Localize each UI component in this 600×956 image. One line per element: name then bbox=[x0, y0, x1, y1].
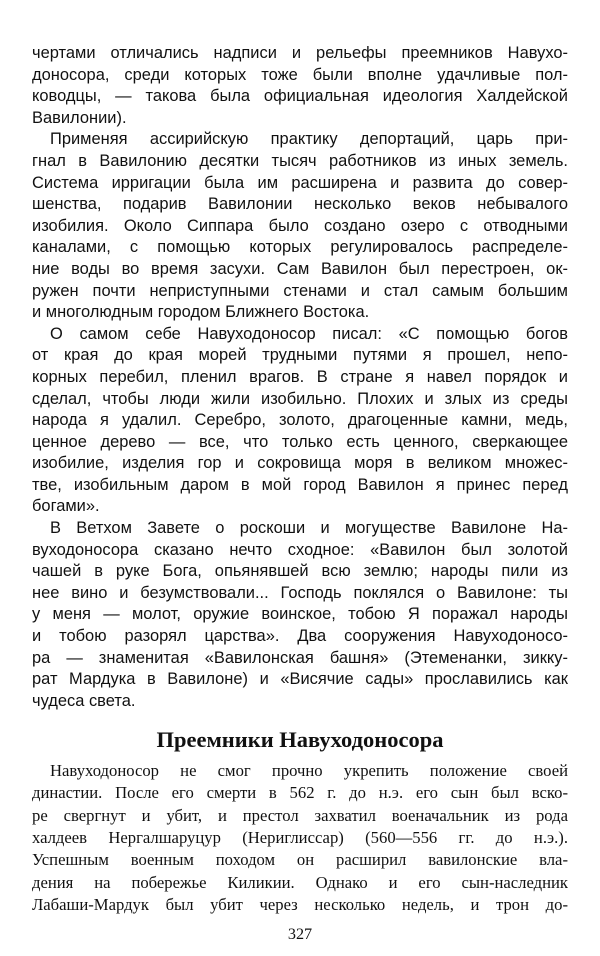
text-line: Применяя ассирийскую практику депортаций, царь при- bbox=[50, 130, 568, 149]
text-line: халдеев Нергалшаруцур (Нериглиссар) (560—556 гг. до н.э.). bbox=[32, 828, 568, 848]
text-line: тве, изобильным даром в мой город Вавилон я принес перед bbox=[32, 475, 568, 494]
text-line: династии. После его смерти в 562 г. до н.э. его сын был вско- bbox=[32, 783, 568, 803]
text-line: ре свергнут и убит, и престол захватил военачальник из рода bbox=[32, 805, 568, 825]
text-line: богами». bbox=[32, 497, 100, 516]
text-line: корных перебил, пленил врагов. В стране я навел порядок и bbox=[32, 367, 568, 386]
text-line: народа я удалил. Серебро, золото, драгоценные камни, медь, bbox=[32, 411, 568, 430]
text-line: изобилие, изделия гор и сокровища моря в великом множес- bbox=[32, 454, 568, 473]
text-line: у меня — молот, оружие воинское, тобою Я поражал народы bbox=[32, 605, 568, 624]
text-line: ние воды во время засухи. Сам Вавилон был перестроен, ок- bbox=[32, 259, 568, 278]
text-line: сделал, чтобы люди жили изобильно. Плохих и злых из среды bbox=[32, 389, 568, 408]
text-line: каналами, с помощью которых регулировалось распределе- bbox=[32, 238, 568, 257]
text-line: О самом себе Навуходоносор писал: «С помощью богов bbox=[50, 324, 568, 343]
text-line: ра — знаменитая «Вавилонская башня» (Этеменанки, зикку- bbox=[32, 648, 568, 667]
section-title: Преемники Навуходоносора bbox=[156, 726, 444, 752]
text-line: рат Мардука в Вавилоне) и «Висячие сады» прославились как bbox=[32, 670, 568, 689]
text-line: В Ветхом Завете о роскоши и могуществе Вавилоне На- bbox=[50, 519, 568, 538]
text-line: ководцы, — такова была официальная идеология Халдейской bbox=[32, 87, 568, 106]
text-line: ценное дерево — все, что только есть ценного, сверкающее bbox=[32, 432, 568, 451]
text-line: Лабаши-Мардук был убит через несколько недель, и трон до- bbox=[32, 895, 568, 915]
text-line: от края до края морей трудными путями я прошел, непо- bbox=[32, 346, 568, 365]
page-number: 327 bbox=[287, 925, 313, 944]
text-line: Система ирригации была им расширена и развита до совер- bbox=[32, 173, 568, 192]
text-line: изобилия. Около Сиппара было создано озеро с отводными bbox=[32, 216, 568, 235]
text-line: вуходоносора сказано нечто сходное: «Вавилон был золотой bbox=[32, 540, 568, 559]
text-line: ружен почти неприступными стенами и стал самым большим bbox=[32, 281, 568, 300]
text-line: Навуходоносор не смог прочно укрепить положение своей bbox=[50, 760, 568, 780]
text-line: гнал в Вавилонию десятки тысяч работников из иных земель. bbox=[32, 151, 568, 170]
text-line: и тобою разорял царства». Два сооружения Навуходоносо- bbox=[32, 627, 568, 646]
text-line: доносора, среди которых тоже были вполне удачливые пол- bbox=[32, 65, 568, 84]
text-line: шенства, подарив Вавилонии несколько веков небывалого bbox=[32, 195, 568, 214]
text-line: чашей в руке Бога, опьянявшей всю землю; народы пили из bbox=[32, 562, 568, 581]
text-line: Успешным военным походом он расширил вавилонские вла- bbox=[32, 850, 568, 870]
text-line: нее вино и безумствовали... Господь поклялся о Вавилоне: ты bbox=[32, 583, 568, 602]
text-line: чертами отличались надписи и рельефы преемников Навухо- bbox=[32, 44, 568, 62]
text-line: Вавилонии). bbox=[32, 108, 127, 127]
text-line: чудеса света. bbox=[32, 691, 136, 710]
text-line: и многолюдным городом Ближнего Востока. bbox=[32, 303, 370, 322]
text-line: дения на побережье Киликии. Однако и его сын-наследник bbox=[32, 872, 568, 892]
